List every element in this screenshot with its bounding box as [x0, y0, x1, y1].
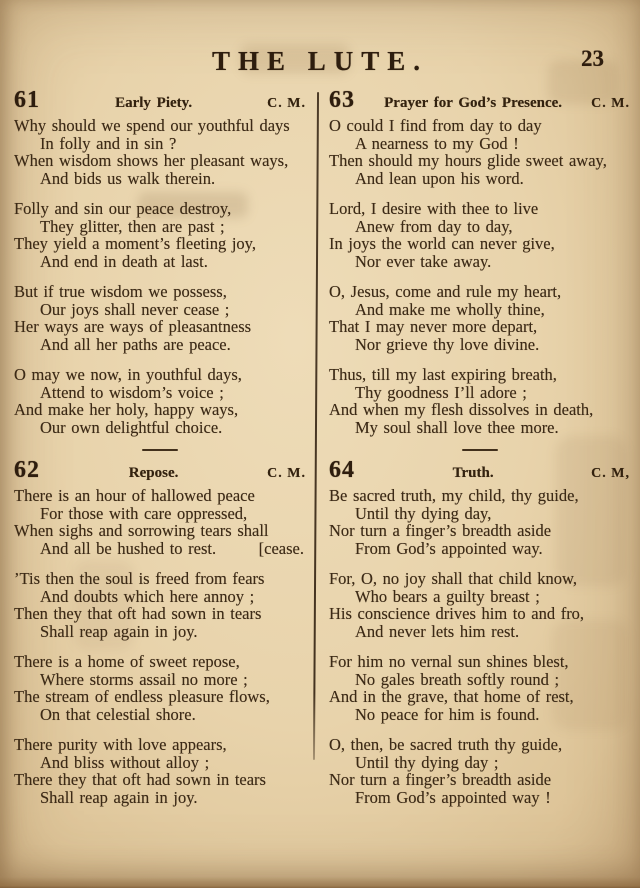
stanza	[329, 117, 630, 187]
page-header	[0, 0, 640, 82]
verse-line: And bids us walk therein.	[40, 168, 216, 188]
verse-line: A nearness to my God !	[355, 133, 519, 153]
hymn-title: Repose.	[128, 465, 179, 481]
hymn-63-header	[329, 87, 630, 113]
verse-line: Thy goodness I’ll adore ;	[355, 382, 527, 402]
verse-line: They yield a moment’s fleeting joy,	[14, 234, 256, 253]
verse-line: O may we now, in youthful days,	[14, 365, 242, 384]
hymn-meter: C. M,	[591, 466, 630, 481]
stanza	[14, 366, 306, 436]
hymn-64	[329, 457, 630, 807]
stanza	[14, 283, 306, 353]
verse-line: Where storms assail no more ;	[40, 669, 248, 689]
verse-line: For, O, no joy shall that child know,	[329, 569, 578, 588]
verse-line: Who bears a guilty breast ;	[355, 586, 540, 606]
verse-line: There they that oft had sown in tears	[14, 770, 266, 789]
verse-line: And lean upon his word.	[355, 168, 524, 188]
verse-line: O, then, be sacred truth thy guide,	[329, 735, 563, 754]
verse-line: And bliss without alloy ;	[40, 752, 210, 772]
stanza	[14, 736, 306, 806]
stanza	[14, 653, 306, 723]
verse-line: O could I find from day to day	[329, 116, 542, 135]
hymn-title: Truth.	[452, 465, 494, 481]
verse-line: When wisdom shows her pleasant ways,	[14, 151, 289, 170]
verse-line: On that celestial shore.	[40, 704, 196, 724]
verse-line: Be sacred truth, my child, thy guide,	[329, 486, 579, 505]
verse-line: From God’s appointed way !	[355, 787, 551, 807]
verse-line: That I may never more depart,	[329, 317, 538, 336]
stanza	[329, 736, 630, 806]
hymn-61	[14, 87, 306, 437]
verse-line: No peace for him is found.	[355, 704, 540, 724]
verse-line: There is a home of sweet repose,	[14, 652, 240, 671]
hymn-title: Early Piety.	[115, 95, 193, 111]
stanza	[14, 117, 306, 187]
verse-line: Folly and sin our peace destroy,	[14, 199, 232, 218]
hymn-title: Prayer for God’s Presence.	[384, 95, 563, 111]
hymn-63	[329, 87, 630, 437]
hymn-number: 63	[329, 87, 355, 113]
left-column	[14, 87, 306, 819]
two-column-layout	[0, 82, 640, 819]
verse-line-text: And all be hushed to rest.	[40, 538, 217, 558]
stanza	[329, 283, 630, 353]
section-divider	[462, 449, 498, 451]
stanza	[14, 487, 306, 557]
hymn-number: 64	[329, 457, 355, 483]
verse-line: The stream of endless pleasure flows,	[14, 687, 270, 706]
stanza	[329, 487, 630, 557]
verse-line: And make her holy, happy ways,	[14, 400, 239, 419]
verse-line: Our own delightful choice.	[40, 417, 223, 437]
hymn-62-header	[14, 457, 306, 483]
hymn-number: 62	[14, 457, 40, 483]
verse-line: Lord, I desire with thee to live	[329, 199, 539, 218]
verse-line: Nor grieve thy love divine.	[355, 334, 540, 354]
verse-line: Her ways are ways of pleasantness	[14, 317, 252, 336]
verse-line: Then should my hours glide sweet away,	[329, 151, 607, 170]
book-title: THE LUTE.	[211, 46, 429, 76]
catchword: [cease.	[258, 538, 304, 558]
verse-line: Anew from day to day,	[355, 216, 513, 236]
verse-line: For those with care oppressed,	[40, 503, 248, 523]
hymn-number: 61	[14, 87, 40, 113]
verse-line: Thus, till my last expiring breath,	[329, 365, 557, 384]
verse-line: And doubts which here annoy ;	[40, 586, 255, 606]
verse-line: In joys the world can never give,	[329, 234, 555, 253]
verse-line: And when my flesh dissolves in death,	[329, 400, 594, 419]
verse-line: Until thy dying day ;	[355, 752, 499, 772]
hymn-meter: C. M.	[267, 96, 306, 111]
stanza	[329, 200, 630, 270]
stanza	[329, 653, 630, 723]
verse-line: Shall reap again in joy.	[40, 787, 198, 807]
hymn-meter: C. M.	[591, 96, 630, 111]
page-number: 23	[581, 46, 604, 71]
verse-line: ’Tis then the soul is freed from fears	[14, 569, 265, 588]
verse-line: O, Jesus, come and rule my heart,	[329, 282, 562, 301]
verse-line: There purity with love appears,	[14, 735, 227, 754]
verse-line: Nor turn a finger’s breadth aside	[329, 521, 552, 540]
verse-line: Nor turn a finger’s breadth aside	[329, 770, 552, 789]
verse-line: There is an hour of hallowed peace	[14, 486, 255, 505]
verse-line	[14, 540, 306, 558]
stanza	[14, 570, 306, 640]
verse-line: When sighs and sorrowing tears shall	[14, 521, 269, 540]
verse-line: But if true wisdom we possess,	[14, 282, 227, 301]
stanza	[329, 570, 630, 640]
verse-line: From God’s appointed way.	[355, 538, 543, 558]
hymn-61-header	[14, 87, 306, 113]
verse-line: And end in death at last.	[40, 251, 208, 271]
verse-line: And never lets him rest.	[355, 621, 520, 641]
right-column	[317, 87, 630, 819]
hymn-62	[14, 457, 306, 807]
verse-line: And in the grave, that home of rest,	[329, 687, 574, 706]
verse-line: In folly and in sin ?	[40, 133, 177, 153]
verse-line: Nor ever take away.	[355, 251, 492, 271]
verse-line: Until thy dying day,	[355, 503, 492, 523]
verse-line: They glitter, then are past ;	[40, 216, 225, 236]
verse-line: Why should we spend our youthful days	[14, 116, 290, 135]
section-divider	[142, 449, 178, 451]
verse-line: For him no vernal sun shines blest,	[329, 652, 569, 671]
verse-line: Then they that oft had sown in tears	[14, 604, 262, 623]
verse-line: Attend to wisdom’s voice ;	[40, 382, 224, 402]
verse-line: Shall reap again in joy.	[40, 621, 198, 641]
stanza	[14, 200, 306, 270]
verse-line: And make me wholly thine,	[355, 299, 545, 319]
verse-line: No gales breath softly round ;	[355, 669, 560, 689]
hymn-64-header	[329, 457, 630, 483]
stanza	[329, 366, 630, 436]
verse-line: His conscience drives him to and fro,	[329, 604, 585, 623]
verse-line: My soul shall love thee more.	[355, 417, 559, 437]
verse-line: Our joys shall never cease ;	[40, 299, 230, 319]
hymn-meter: C. M.	[267, 466, 306, 481]
verse-line: And all her paths are peace.	[40, 334, 231, 354]
